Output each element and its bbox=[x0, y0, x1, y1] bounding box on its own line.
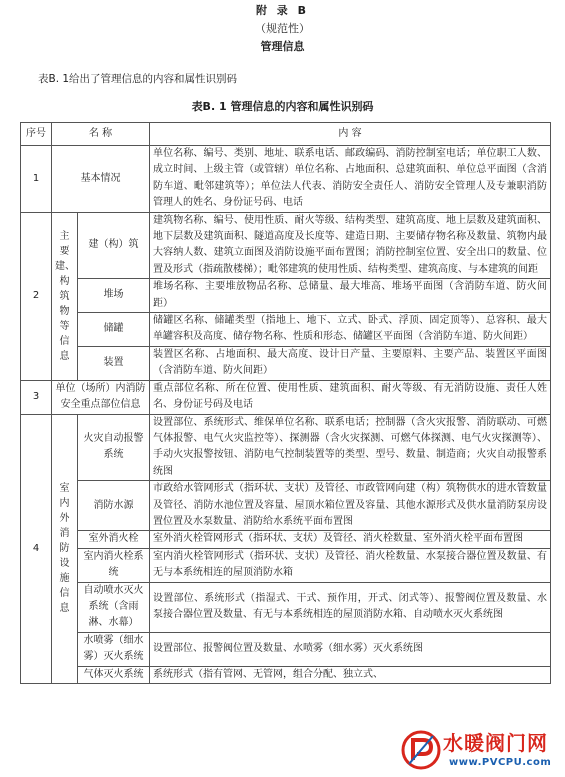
row-seq: 2 bbox=[21, 212, 52, 380]
header-seq: 序号 bbox=[21, 123, 52, 146]
sub-content: 设置部位、系统形式（指湿式、干式、预作用，开式、闭式等）、报警阀位置及数量、水泵接合器位置及数量、有无与本系统相连的屋顶消防水箱、自动喷水灭火系统图 bbox=[150, 582, 551, 632]
sub-name: 火灾自动报警系统 bbox=[78, 414, 150, 481]
table-row bbox=[21, 666, 551, 683]
sub-content: 储罐区名称、储罐类型（指地上、地下、立式、卧式、浮顶、固定顶等）、总容积、最大单罐容积及高度、储存物名称、性质和形态、储罐区平面图（含消防车道、防火间距） bbox=[150, 313, 551, 347]
sub-content: 堆场名称、主要堆放物品名称、总储量、最大堆高、堆场平面图（含消防车道、防火间距） bbox=[150, 279, 551, 313]
info-table bbox=[20, 122, 551, 684]
row-seq: 3 bbox=[21, 380, 52, 414]
header-content: 内 容 bbox=[150, 123, 551, 146]
sub-name: 装置 bbox=[78, 346, 150, 380]
group-label: 室内外消防设施信息 bbox=[52, 414, 78, 684]
sub-content: 市政给水管网形式（指环状、支状）及管径、市政管网向建（构）筑物供水的进水管数量及管径、消防水池位置及容量、屋顶水箱位置及容量、其他水源形式及供水量消防泵房设置位置及水泵数量、消防给水系统平面布置图 bbox=[150, 481, 551, 531]
sub-content: 设置部位、系统形式、维保单位名称、联系电话；控制器（含火灾报警、消防联动、可燃气体报警、电气火灾监控等）、探测器（含火灾探测、可燃气体探测、电气火灾探测等）、手动火灾报警按钮、消防电气控制装置等的类型、型号、数量、制造商；火灾自动报警系统图 bbox=[150, 414, 551, 481]
row-content: 单位名称、编号、类别、地址、联系电话、邮政编码、消防控制室电话；单位职工人数、成立时间、上级主管（或管辖）单位名称、占地面积、总建筑面积、单位总平面图（含消防车道、毗邻建筑等）；单位法人代表、消防安全责任人、消防安全管理人及专兼职消防管理人的姓名、身份证号码、电话 bbox=[150, 146, 551, 213]
sub-content: 设置部位、报警阀位置及数量、水喷雾（细水雾）灭火系统图 bbox=[150, 632, 551, 666]
table-header-row bbox=[21, 123, 551, 146]
normative-label: （规范性） bbox=[255, 22, 310, 35]
header-name: 名 称 bbox=[52, 123, 150, 146]
table-row bbox=[21, 279, 551, 313]
table-row bbox=[21, 414, 551, 481]
site-watermark bbox=[401, 730, 561, 774]
row-seq: 1 bbox=[21, 146, 52, 213]
appendix-title: 管理信息 bbox=[260, 40, 305, 53]
sub-content: 装置区名称、占地面积、最大高度、设计日产量、主要原料、主要产品、装置区平面图（含消防车道、防火间距） bbox=[150, 346, 551, 380]
sub-name: 堆场 bbox=[78, 279, 150, 313]
watermark-title: 水暖阀门网 bbox=[443, 731, 548, 755]
sub-content: 系统形式（指有管网、无管网，组合分配、独立式、 bbox=[150, 666, 551, 683]
table-row bbox=[21, 146, 551, 213]
sub-name: 室外消火栓 bbox=[78, 531, 150, 548]
table-row bbox=[21, 212, 551, 279]
sub-name: 气体灭火系统 bbox=[78, 666, 150, 683]
table-caption: 表B. 1 管理信息的内容和属性识别码 bbox=[191, 100, 374, 113]
table-row bbox=[21, 481, 551, 531]
sub-content: 室外消火栓管网形式（指环状、支状）及管径、消火栓数量、室外消火栓平面布置图 bbox=[150, 531, 551, 548]
site-logo-icon bbox=[401, 730, 441, 770]
sub-name: 室内消火栓系统 bbox=[78, 548, 150, 582]
watermark-url: www.PVCPU.com bbox=[449, 757, 552, 768]
row-name: 基本情况 bbox=[52, 146, 150, 213]
sub-name: 储罐 bbox=[78, 313, 150, 347]
appendix-heading: 附 录 B bbox=[255, 4, 310, 17]
sub-content: 建筑物名称、编号、使用性质、耐火等级、结构类型、建筑高度、地上层数及建筑面积、地下层数及建筑面积、隧道高度及长度等、建造日期、主要储存物名称及数量、筑物内最大容纳人数、建筑立面图及消防设施平面布置图；消防控制室位置、安全出口的数量、位置及形式（指疏散楼梯）；毗邻建筑的使用性质、结构类型、建筑高度、与本建筑的间距 bbox=[150, 212, 551, 279]
row-content: 重点部位名称、所在位置、使用性质、建筑面积、耐火等级、有无消防设施、责任人姓名、身份证号码及电话 bbox=[150, 380, 551, 414]
table-row bbox=[21, 632, 551, 666]
row-seq: 4 bbox=[21, 414, 52, 684]
sub-content: 室内消火栓管网形式（指环状、支状）及管径、消火栓数量、水泵接合器位置及数量、有无与本系统相连的屋顶消防水箱 bbox=[150, 548, 551, 582]
intro-text: 表B. 1给出了管理信息的内容和属性识别码 bbox=[38, 73, 238, 85]
sub-name: 自动喷水灭火系统（含雨淋、水幕） bbox=[78, 582, 150, 632]
table-row bbox=[21, 313, 551, 347]
table-row bbox=[21, 548, 551, 582]
table-row bbox=[21, 582, 551, 632]
group-label: 主要建、构筑物等信息 bbox=[52, 212, 78, 380]
row-name: 单位（场所）内消防安全重点部位信息 bbox=[52, 380, 150, 414]
table-row bbox=[21, 531, 551, 548]
table-row bbox=[21, 346, 551, 380]
sub-name: 消防水源 bbox=[78, 481, 150, 531]
table-row bbox=[21, 380, 551, 414]
sub-name: 建（构）筑 bbox=[78, 212, 150, 279]
sub-name: 水喷雾（细水雾）灭火系统 bbox=[78, 632, 150, 666]
